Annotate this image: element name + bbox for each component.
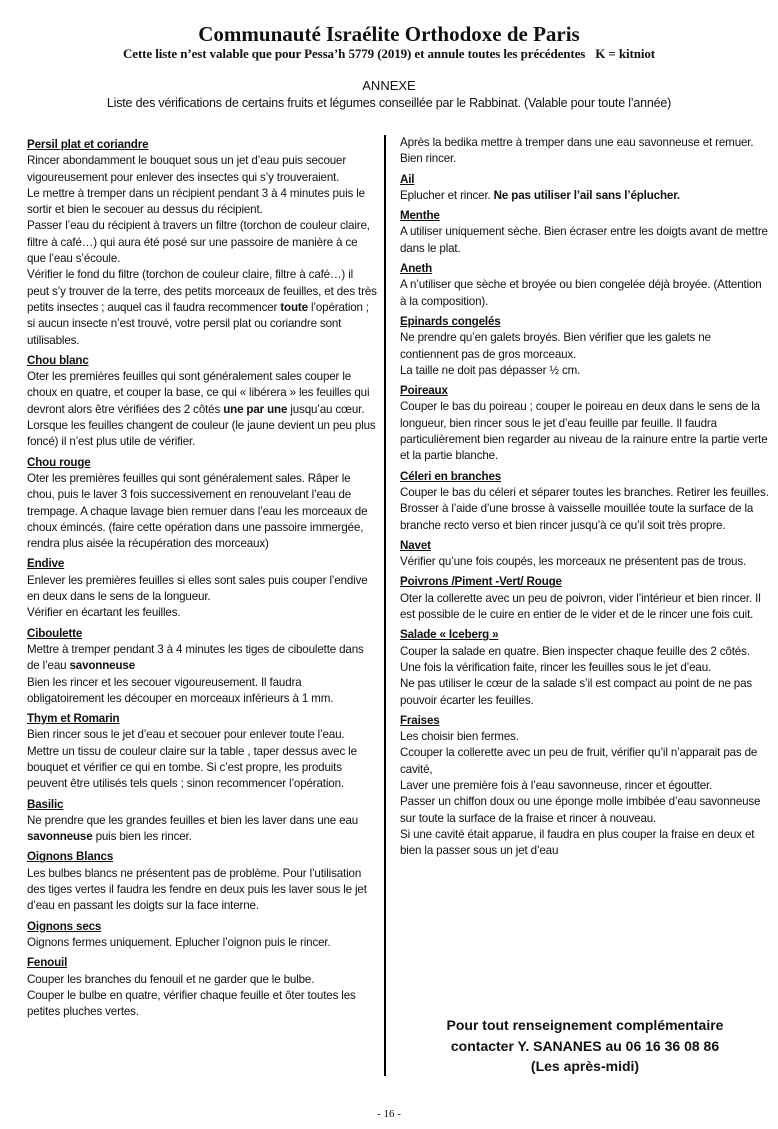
paragraph: A n’utiliser que sèche et broyée ou bien congelée déjà broyée. (Attention à la composition).: [400, 278, 762, 308]
section-fenouil: [27, 955, 377, 1020]
paragraph: Ne pas utiliser le cœur de la salade s’il est compact au point de ne pas pouvoir écarter les feuilles.: [400, 677, 753, 707]
section-heading: Poivrons /Piment -Vert/ Rouge: [400, 575, 562, 589]
text: Vérifier le fond du filtre (torchon de couleur claire, filtre à café…) il peut s’y trouver de la terre, des petits morceaux de feuilles, et des très petits insectes ; auquel cas il faudra recommencer: [27, 268, 377, 314]
section-heading: Aneth: [400, 262, 433, 276]
text: Oter les premières feuilles qui sont généralement sales couper le choux en quatre, et couper la base, ce qui « libérera » les feuilles qui devront alors être vérifiées des 2 côtés: [27, 370, 370, 416]
section-heading: Chou rouge: [27, 455, 91, 469]
contact-phone-line: contacter Y. SANANES au 06 16 36 08 86: [450, 1037, 720, 1054]
paragraph: Couper les branches du fenouil et ne garder que le bulbe.: [27, 972, 315, 986]
document-title: Communauté Israélite Orthodoxe de Paris: [198, 22, 580, 46]
paragraph: [27, 642, 377, 675]
section-aneth: [400, 261, 770, 310]
section-menthe: [400, 208, 770, 257]
section-heading: Persil plat et coriandre: [27, 138, 149, 151]
section-epinards: [400, 314, 770, 379]
paragraph: Enlever les premières feuilles si elles sont sales puis couper l’endive en deux dans le sens de la longueur.: [27, 573, 368, 604]
section-heading: Basilic: [27, 797, 64, 811]
section-thym-romarin: [27, 711, 377, 792]
left-column: [27, 137, 377, 1024]
section-heading: Ail: [400, 172, 415, 186]
section-poireaux: [400, 383, 770, 464]
section-ail: [400, 172, 770, 205]
paragraph: A utiliser uniquement sèche. Bien écraser entre les doigts avant de mettre dans le plat.: [400, 225, 768, 255]
contact-line: Pour tout renseignement complémentaire: [446, 1017, 724, 1033]
section-heading: Navet: [400, 538, 431, 552]
paragraph: [27, 369, 377, 450]
paragraph: Passer l’eau du récipient à travers un filtre (torchon de couleur claire, filtre à café…) qui aura été posé sur une passoire de manière à ce que l’eau s’écoule.: [27, 219, 370, 266]
text: Mettre à tremper pendant 3 à 4 minutes les tiges de ciboulette dans de l’eau: [27, 642, 364, 673]
paragraph: Oignons fermes uniquement. Eplucher l’oignon puis le rincer.: [27, 935, 331, 949]
paragraph: Oter les premières feuilles qui sont généralement sales. Râper le chou, puis le laver 3 fois successivement en renouvelant l’eau de trempage. A chaque lavage bien remuer dans l’eau les morceaux de choux émincés. (faire cette opération dans une passoire immergée, rendra plus aisée la récupération des morceaux): [27, 471, 368, 551]
paragraph: Rincer abondamment le bouquet sous un jet d’eau puis secouer vigoureusement pour enlever des insectes qui s’y trouveraient.: [27, 154, 347, 184]
paragraph: Couper le bas du poireau ; couper le poireau en deux dans le sens de la longueur, bien rincer sous le jet d’eau feuille par feuille. Il faudra particulièrement bien regarder au niveau de la rainure entre la partie verte et la partie blanche.: [400, 400, 768, 463]
section-ciboulette: [27, 626, 377, 707]
right-column: [400, 135, 770, 863]
paragraph: [400, 188, 770, 204]
section-salade: [400, 627, 770, 708]
paragraph: Passer un chiffon doux ou une éponge molle imbibée d’eau savonneuse sur toute la surface de la fraise et rincer à nouveau.: [400, 795, 761, 825]
column-divider: [384, 135, 386, 1076]
text: l’opération ; si aucun insecte n’est trouvé, votre persil plat ou coriandre sont utilisables.: [27, 300, 369, 347]
section-navet: [400, 538, 770, 571]
contact-hours: (Les après-midi): [530, 1058, 640, 1074]
section-heading: Thym et Romarin: [27, 712, 120, 726]
paragraph: [27, 267, 377, 348]
section-heading: Salade « Iceberg »: [400, 628, 499, 642]
paragraph: Ne prendre qu’en galets broyés. Bien vérifier que les galets ne contiennent pas de gros morceaux.: [400, 331, 711, 361]
section-heading: Fraises: [400, 713, 440, 727]
paragraph: Laver une première fois à l’eau savonneuse, rincer et égoutter.: [400, 778, 713, 792]
section-poivrons: [400, 574, 770, 623]
emphasis: Ne pas utiliser l’ail sans l’éplucher.: [493, 188, 680, 202]
page-number: - 16 -: [377, 1108, 401, 1120]
section-oignons-blancs: [27, 849, 377, 914]
section-heading: Menthe: [400, 209, 440, 223]
text: Eplucher et rincer.: [400, 188, 494, 202]
paragraph: Couper la salade en quatre. Bien inspecter chaque feuille des 2 côtés. Une fois la vérification faite, rincer les feuilles sous le jet d’eau.: [400, 644, 750, 674]
section-heading: Oignons secs: [27, 919, 102, 933]
contact-block: [400, 1015, 770, 1077]
paragraph: Les bulbes blancs ne présentent pas de problème. Pour l’utilisation des tiges vertes il faudra les fendre en deux puis les laver sous le jet d’eau en passant les doigts sur la face interne.: [27, 866, 367, 913]
section-heading: Endive: [27, 557, 65, 571]
section-heading: Oignons Blancs: [27, 850, 114, 864]
text: puis bien les rincer.: [92, 830, 192, 844]
emphasis: une par une: [223, 402, 288, 416]
section-chou-rouge: [27, 455, 377, 553]
paragraph: Vérifier qu’une fois coupés, les morceaux ne présentent pas de trous.: [400, 555, 747, 569]
section-oignons-secs: [27, 919, 377, 952]
section-chou-blanc: [27, 353, 377, 451]
paragraph: Couper le bas du céleri et séparer toutes les branches. Retirer les feuilles.: [400, 485, 769, 499]
kitniot-legend: K = kitniot: [595, 46, 656, 61]
text: Ne prendre que les grandes feuilles et bien les laver dans une eau: [27, 813, 359, 827]
section-endive: [27, 556, 377, 621]
section-heading: Ciboulette: [27, 626, 83, 640]
section-intro: [400, 135, 770, 168]
paragraph: Le mettre à tremper dans un récipient pendant 3 à 4 minutes puis le sortir et bien le secouer au dessus du récipient.: [27, 186, 365, 217]
annexe-subtitle: Liste des vérifications de certains fruits et légumes conseillée par le Rabbinat. (Valable pour toute l’année): [106, 96, 672, 110]
emphasis: savonneuse: [27, 830, 93, 844]
validity-note: Cette liste n’est valable que pour Pessa’h 5779 (2019) et annule toutes les précédentes: [122, 46, 586, 61]
paragraph: Oter la collerette avec un peu de poivron, vider l’intérieur et bien rincer. Il est possible de le cuire en entier de le vider et de le rincer une fois cuit.: [400, 591, 761, 622]
section-heading: Poireaux: [400, 384, 448, 398]
section-fraises: [400, 713, 770, 860]
emphasis: toute: [280, 300, 308, 314]
paragraph: Bien les rincer et les secouer vigoureusement. Il faudra obligatoirement les découper en morceaux inférieurs à 1 mm.: [27, 675, 334, 705]
paragraph: Ccouper la collerette avec un peu de fruit, vérifier qu’il n’apparait pas de cavité,: [400, 746, 758, 776]
paragraph: Bien rincer sous le jet d’eau et secouer pour enlever toute l’eau. Mettre un tissu de couleur claire sur la table , taper dessus avec le bouquet et vérifier ce qui en tombe. Si c’est propre, les produits peuvent être utilisés tels quels ; sinon recommencer l’opération.: [27, 728, 357, 791]
paragraph: Si une cavité était apparue, il faudra en plus couper la fraise en deux et bien la passer sous un jet d’eau: [400, 827, 755, 858]
emphasis: savonneuse: [69, 659, 135, 673]
section-celeri: [400, 469, 770, 534]
paragraph: La taille ne doit pas dépasser ½ cm.: [400, 363, 581, 377]
paragraph: Les choisir bien fermes.: [400, 730, 519, 744]
paragraph: [27, 813, 377, 846]
paragraph: Couper le bulbe en quatre, vérifier chaque feuille et ôter toutes les petites pluches vertes.: [27, 988, 356, 1019]
section-heading: Fenouil: [27, 956, 68, 970]
section-persil: [27, 137, 377, 349]
section-heading: Epinards congelés: [400, 314, 501, 328]
document-subtitle: [0, 46, 778, 62]
section-basilic: [27, 797, 377, 846]
paragraph: Après la bedika mettre à tremper dans une eau savonneuse et remuer. Bien rincer.: [400, 136, 754, 166]
section-heading: Céleri en branches: [400, 469, 502, 483]
section-heading: Chou blanc: [27, 353, 89, 367]
paragraph: Vérifier en écartant les feuilles.: [27, 606, 181, 620]
annexe-heading: ANNEXE: [362, 78, 416, 93]
text: jusqu’au cœur. Lorsque les feuilles changent de couleur (le jaune devient un peu plus foncé) il n’est plus utile de vérifier.: [27, 402, 376, 449]
paragraph: Brosser à l’aide d’une brosse à vaisselle mouillée toute la surface de la branche recto verso et bien rincer jusqu’à ce qu’il soit très propre.: [400, 502, 754, 532]
